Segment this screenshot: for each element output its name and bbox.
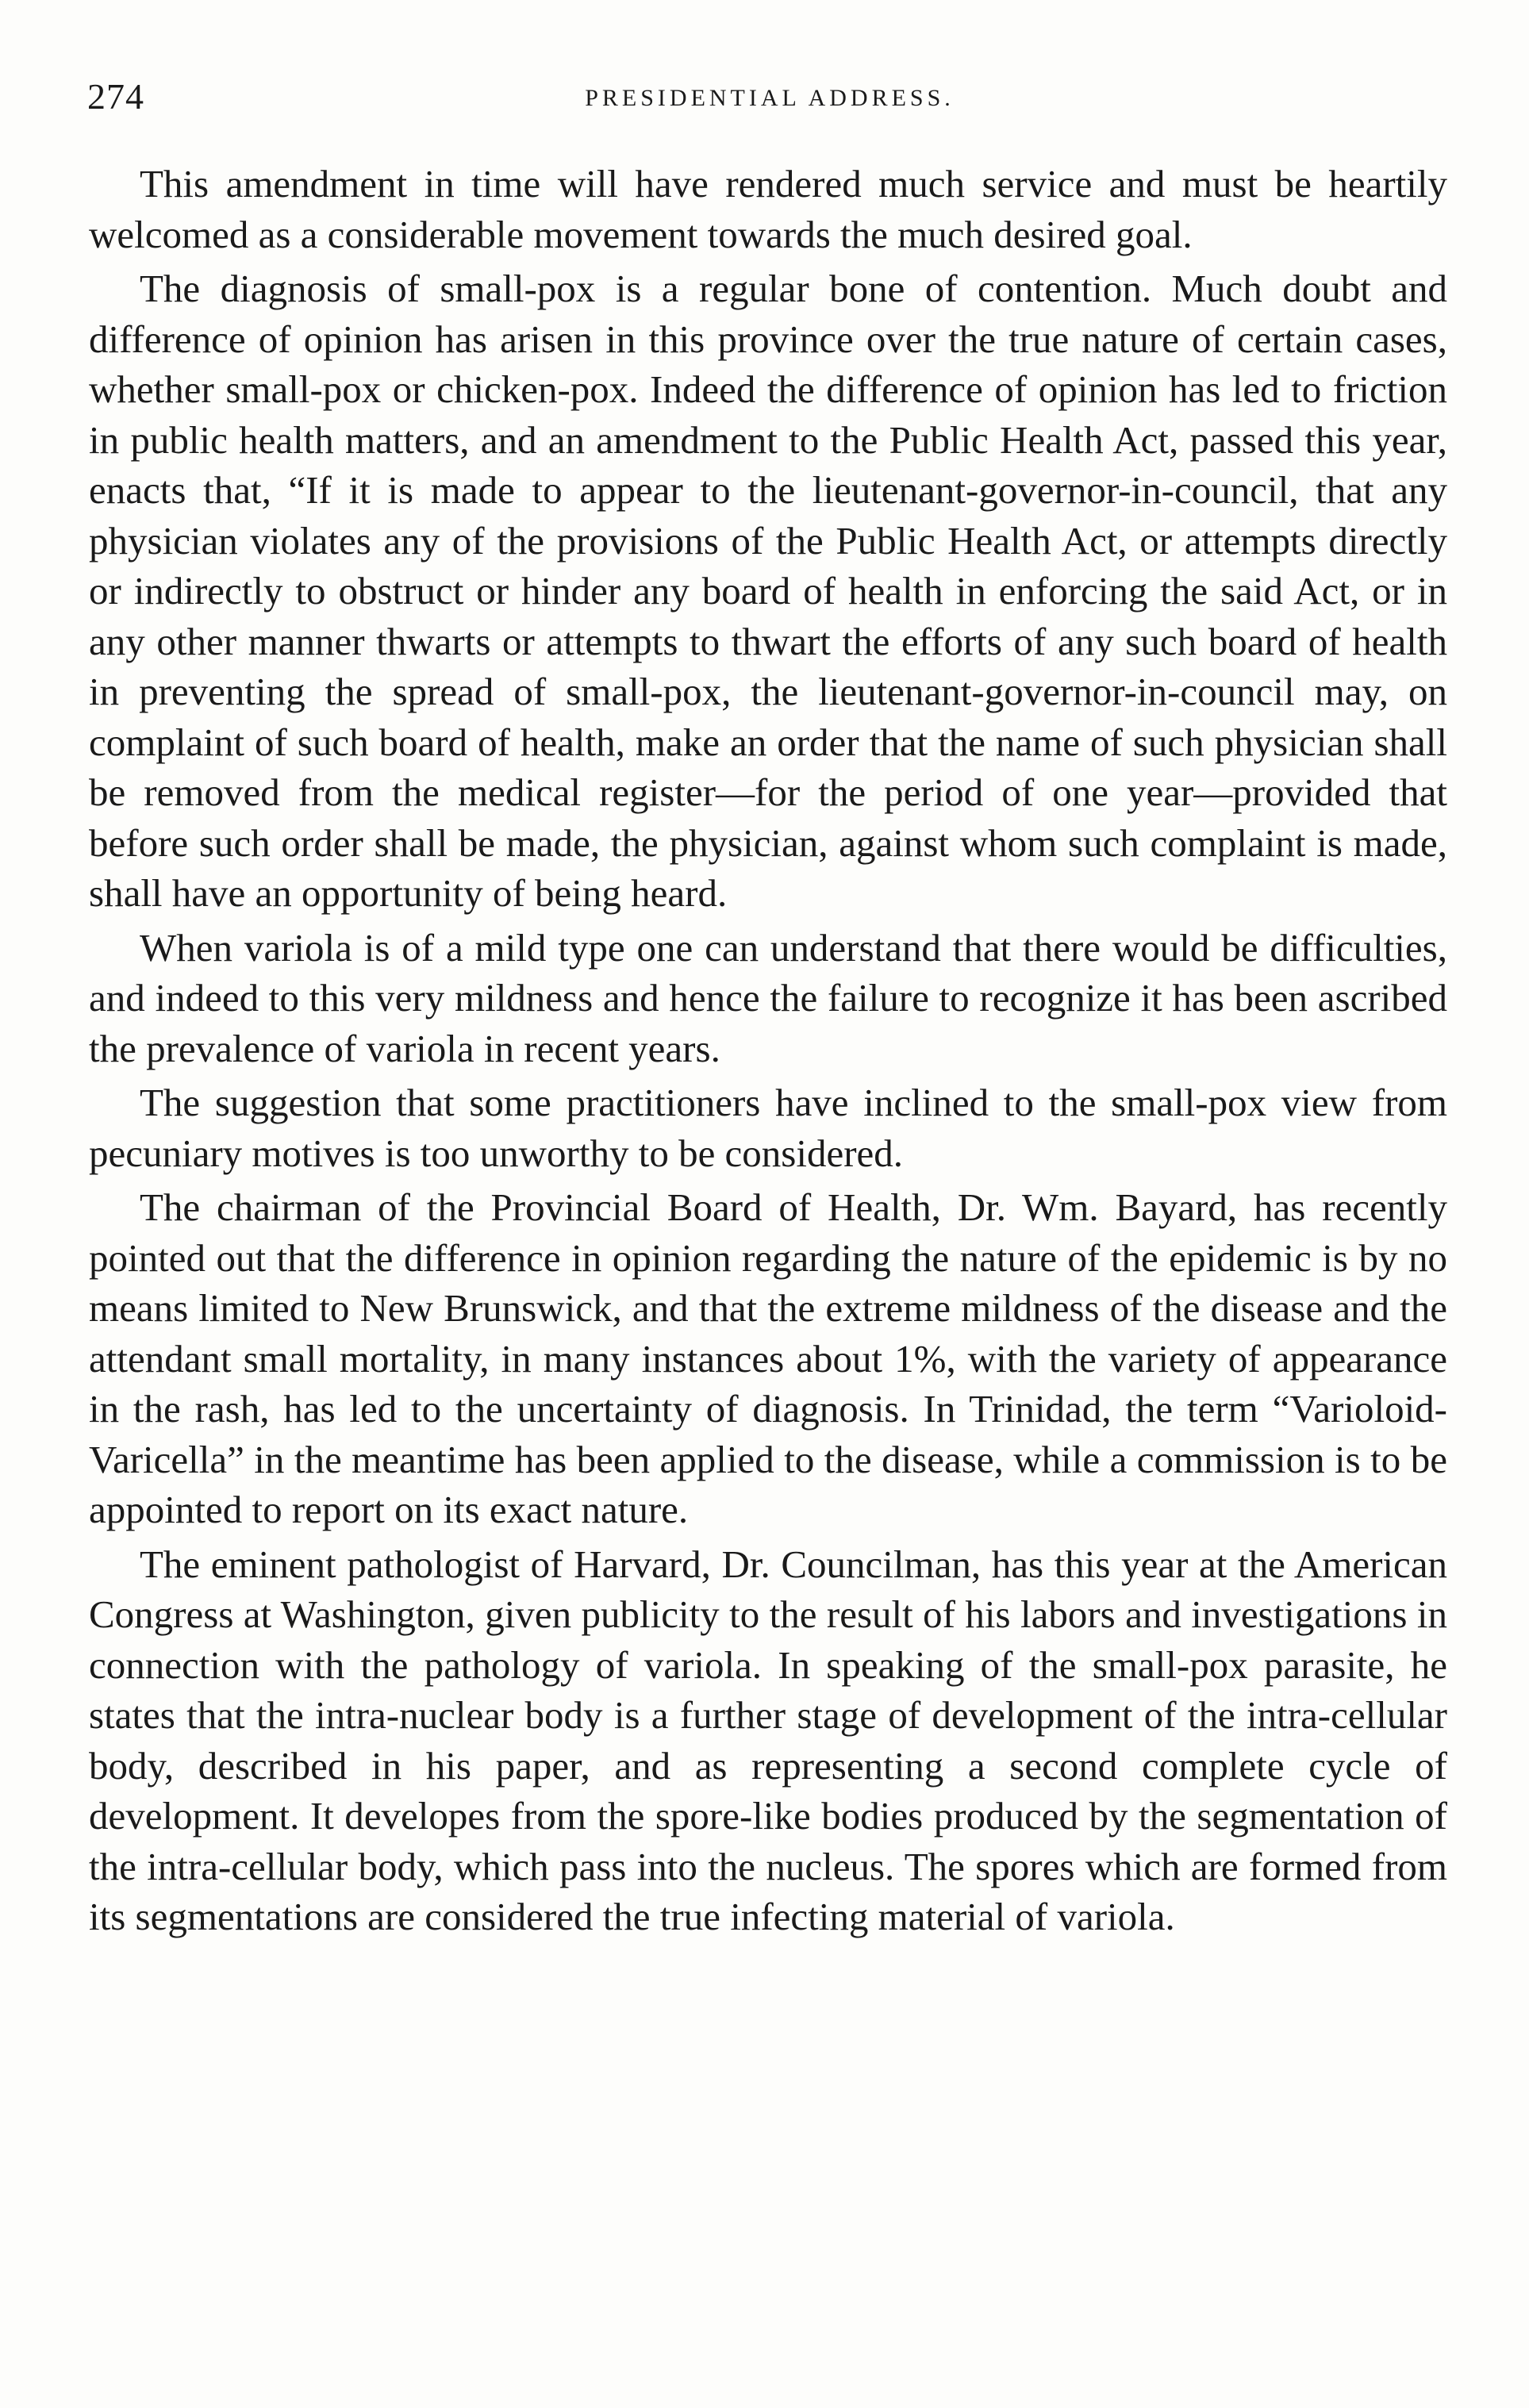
paragraph-mild-variola: When variola is of a mild type one can understand that there would be difficulties, and indeed to this very mildness and hence the failure to recognize it has been ascribed the prevalence of variola in recent years. xyxy=(89,925,1447,1070)
running-head: PRESIDENTIAL ADDRESS. xyxy=(585,85,955,111)
page-number: 274 xyxy=(87,76,144,117)
paragraph-amendment-service: This amendment in time will have rendered much service and must be heartily welcomed as a considerable movement towards the much desired goal. xyxy=(89,162,1447,256)
paragraph-board-chairman: The chairman of the Provincial Board of Health, Dr. Wm. Bayard, has recently pointed out that the difference in opinion regarding the nature of the epidemic is by no means limited to New Brunswick, and that the extreme mildness of the disease and the attendant small mortality, in many instances about 1%, with the variety of appearance in the rash, has led to the uncertainty of diagnosis. In Trinidad, the term “Varioloid-Varicella” in the meantime has been applied to the disease, while a commission is to be appointed to report on its exact nature. xyxy=(89,1185,1447,1531)
body-text xyxy=(89,159,1447,1946)
paragraph-councilman-pathology: The eminent pathologist of Harvard, Dr. Councilman, has this year at the American Congress at Washington, given publicity to the result of his labors and investigations in connection with the pathology of variola. In speaking of the small-pox parasite, he states that the intra-nuclear body is a further stage of development of the intra-cellular body, described in his paper, and as representing a second complete cycle of development. It developes from the spore-like bodies produced by the segmentation of the intra-cellular body, which pass into the nucleus. The spores which are formed from its segmentations are considered the true infecting material of variola. xyxy=(89,1542,1447,1938)
paragraph-pecuniary-motives: The suggestion that some practitioners have inclined to the small-pox view from pecuniary motives is too unworthy to be considered. xyxy=(89,1081,1447,1175)
paragraph-smallpox-diagnosis: The diagnosis of small-pox is a regular bone of contention. Much doubt and difference of opinion has arisen in this province over the true nature of certain cases, whether small-pox or chicken-pox. Indeed the difference of opinion has led to friction in public health matters, and an amendment to the Public Health Act, passed this year, enacts that, “If it is made to appear to the lieutenant-governor-in-council, that any physician violates any of the provisions of the Public Health Act, or attempts directly or indirectly to obstruct or hinder any board of health in enforcing the said Act, or in any other manner thwarts or attempts to thwart the efforts of any such board of health in preventing the spread of small-pox, the lieutenant-governor-in-council may, on complaint of such board of health, make an order that the name of such physician shall be removed from the medical register—for the period of one year—provided that before such order shall be made, the physician, against whom such complaint is made, shall have an opportunity of being heard. xyxy=(89,267,1447,915)
page-header xyxy=(87,73,1452,121)
